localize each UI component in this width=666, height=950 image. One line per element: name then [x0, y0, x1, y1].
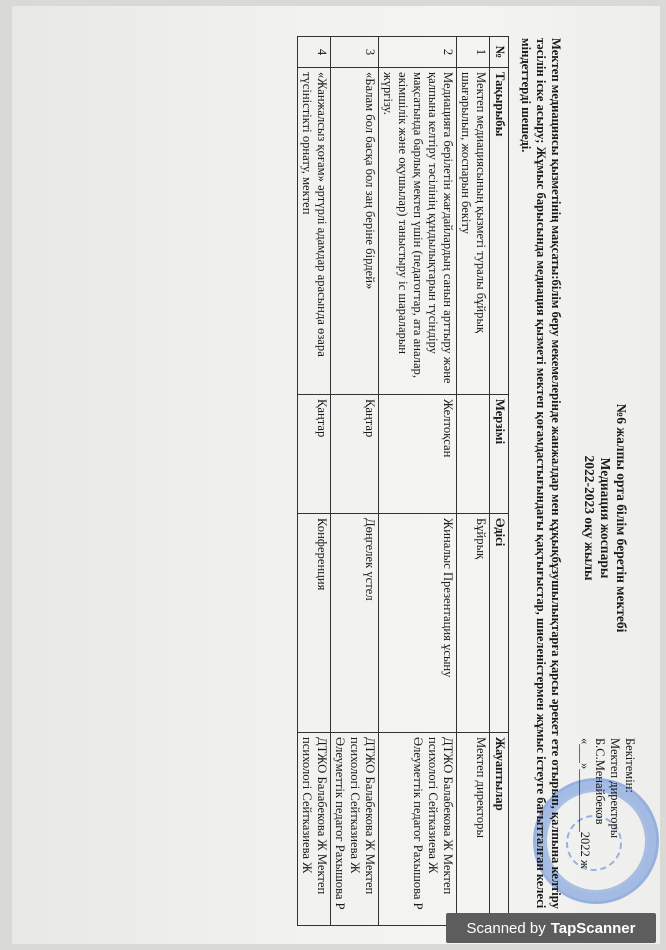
scanned-page [12, 6, 660, 944]
row-topic: «Жанжалсыз қоғам» әртүрлі адамдар арасында өзара түсіністікті орнату, мектеп [298, 68, 331, 395]
school-name: №6 жалпы орта білім беретін мектебі [614, 403, 629, 633]
row-number: 4 [298, 37, 331, 68]
plan-table [297, 36, 509, 926]
header-responsible: Жауаптылар [490, 733, 509, 926]
row-number: 1 [457, 37, 490, 68]
row-topic: Мектеп медиациясының қызметі туралы бұйрық шығарылып, жоспарын бекіту [457, 68, 490, 395]
row-term: Желтоқсан [379, 395, 457, 514]
table-header-row [490, 37, 509, 926]
approval-block [577, 738, 637, 938]
document-heading [581, 298, 629, 738]
row-method: Дөңгелек үстел [331, 514, 379, 733]
row-topic: Медиацияға берілетін жағдайлардың санын арттыру және қалпына келтіру тәсілінің құндылықтарын түсіндіру мақсатында барлық мектеп үшін (педагогтар, ата аналар, әкімшілік және оқушылар) таныстыру іс шараларын жүргізу. [379, 68, 457, 395]
header-term: Мерзімі [490, 395, 509, 514]
approval-line-2: Мектеп директоры [608, 738, 622, 839]
scanner-brand: TapScanner [550, 919, 636, 937]
rotated-document [19, 18, 659, 948]
header-method: Әдісі [490, 514, 509, 733]
row-term: Қаңтар [298, 395, 331, 514]
scanner-watermark [446, 913, 656, 943]
row-method: Конференция [298, 514, 331, 733]
purpose-paragraph: Мектеп медиациясы қызметінің мақсаты:білім беру мекемелерінде жанжалдар мен құқықбұзушылықтарға қарсы әрекет ете отырып, қалпына келтіру тәсілін іске асыру; Жұмыс барысында медиация қызметі мектеп қоғамдастығындағы қақтығыстар, шиеленістермен жұмыс істеуге бағытталған келесі міндеттерді шешеді. [519, 38, 563, 909]
academic-year: 2022-2023 оқу жылы [582, 455, 597, 581]
scanner-prefix: Scanned by [466, 919, 546, 937]
approval-line-4: «___»__________2022 ж [578, 738, 592, 869]
row-responsible: ДТЖО Балабекова Ж Мектеп психологі Сейтказиева Ж Әлеуметтік педагог Рахышова Р [331, 733, 379, 926]
table-row [379, 37, 457, 926]
approval-line-1: Бекітемін: [623, 738, 637, 793]
row-topic: «Балам бол басқа бол заң беріне бірдей» [331, 68, 379, 395]
row-number: 3 [331, 37, 379, 68]
approval-line-3: Б.С.Менайбеков [593, 738, 607, 825]
table-row [331, 37, 379, 926]
row-responsible: ДТЖО Балабекова Ж Мектеп психологі Сейтказиева Ж [298, 733, 331, 926]
table-row [298, 37, 331, 926]
row-number: 2 [379, 37, 457, 68]
row-method: Жиналыс Презентация ұсыну [379, 514, 457, 733]
header-topic: Тақырыбы [490, 68, 509, 395]
header-number: № [490, 37, 509, 68]
table-row [457, 37, 490, 926]
plan-title: Медиация жоспары [598, 457, 613, 579]
row-responsible: Мектеп директоры [457, 733, 490, 926]
row-method: Бұйрық [457, 514, 490, 733]
row-term: Қаңтар [331, 395, 379, 514]
row-term [457, 395, 490, 514]
row-responsible: ДТЖО Балабекова Ж Мектеп психологі Сейтказиева Ж Әлеуметтік педагог Рахышова Р [379, 733, 457, 926]
